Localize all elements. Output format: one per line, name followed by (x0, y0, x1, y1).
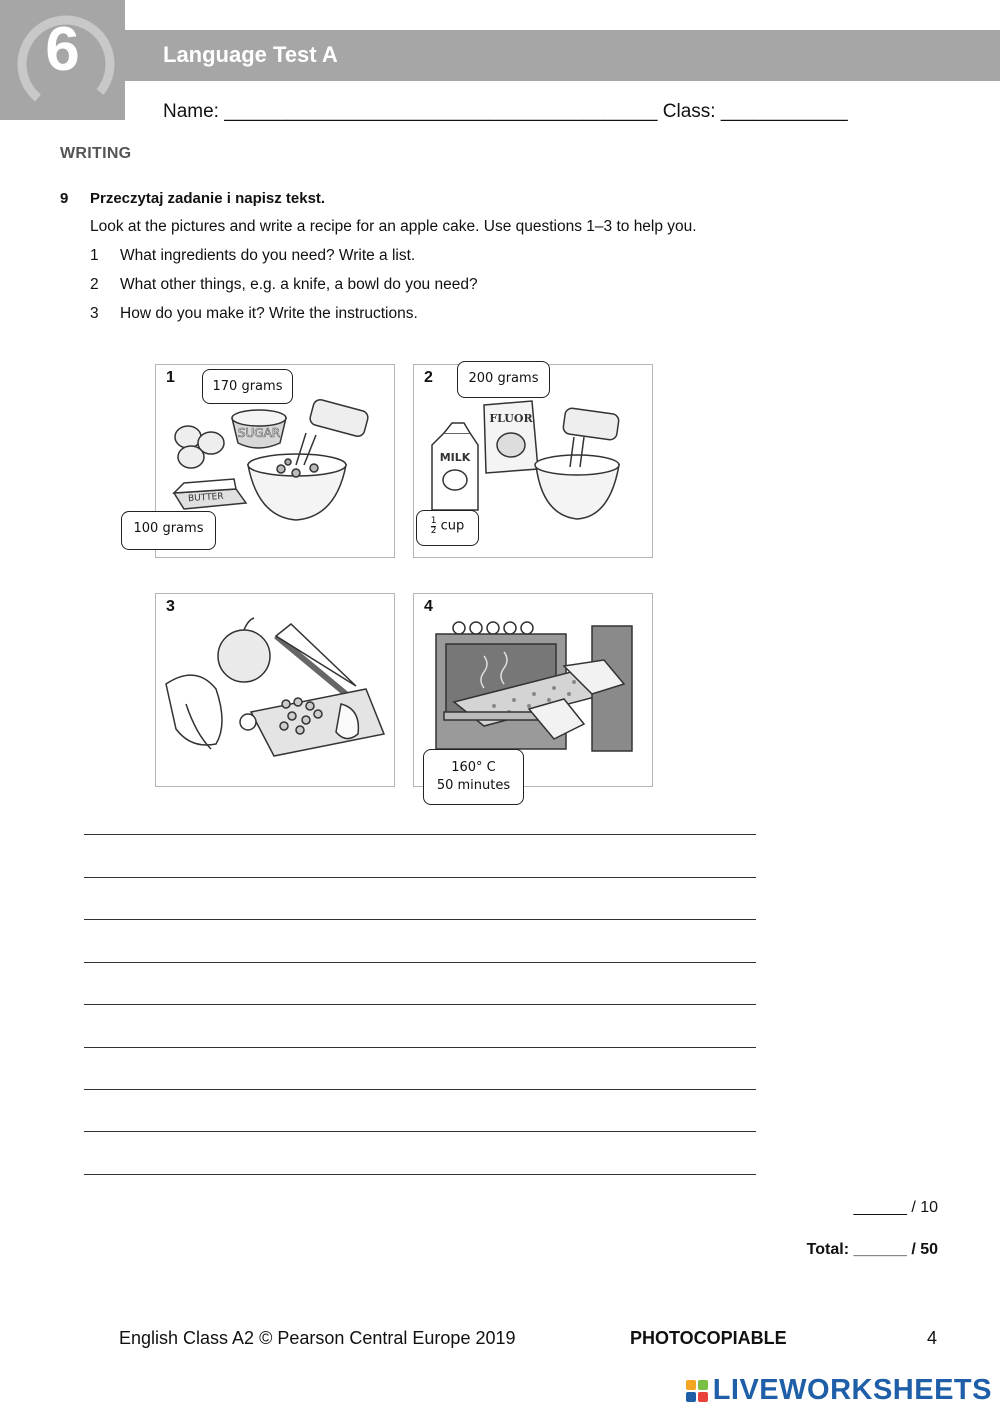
flour-amount-bubble: 200 grams (457, 361, 550, 398)
score-blank[interactable]: ______ (853, 1199, 907, 1216)
question-text: What ingredients do you need? Write a list. (120, 247, 416, 264)
task-title: Przeczytaj zadanie i napisz tekst. (90, 190, 326, 207)
sugar-label: SUGAR (237, 426, 281, 440)
picture-number: 4 (424, 598, 433, 615)
writing-line[interactable] (84, 919, 756, 920)
writing-line[interactable] (84, 877, 756, 878)
liveworksheets-icon (686, 1380, 708, 1402)
question-text: What other things, e.g. a knife, a bowl do you need? (120, 276, 478, 293)
score-max: / 10 (911, 1199, 938, 1216)
question-number: 3 (90, 305, 99, 322)
total-max: / 50 (911, 1241, 938, 1258)
writing-line[interactable] (84, 834, 756, 835)
milk-label: MILK (439, 451, 471, 464)
task-instruction: Look at the pictures and write a recipe for an apple cake. Use questions 1–3 to help you. (90, 218, 697, 235)
fraction-denominator: 2 (430, 526, 437, 536)
picture-number: 2 (424, 369, 433, 386)
chopping-apples-illustration (156, 594, 394, 786)
time-label: 50 minutes (436, 778, 511, 793)
writing-line[interactable] (84, 1174, 756, 1175)
question-number: 1 (90, 247, 99, 264)
butter-label: BUTTER (187, 491, 224, 505)
question-text: How do you make it? Write the instructions. (120, 305, 418, 322)
writing-line[interactable] (84, 1131, 756, 1132)
fraction-numerator: 1 (430, 516, 437, 526)
section-title: WRITING (60, 145, 132, 162)
task-number: 9 (60, 190, 69, 207)
oven-settings-bubble (423, 749, 524, 805)
butter-amount-bubble: 100 grams (121, 511, 216, 550)
question-number: 2 (90, 276, 99, 293)
footer-photocopiable: PHOTOCOPIABLE (630, 1328, 787, 1348)
sugar-amount-bubble: 170 grams (202, 369, 293, 404)
writing-line[interactable] (84, 1089, 756, 1090)
liveworksheets-logo[interactable] (686, 1374, 992, 1407)
page-number: 4 (927, 1328, 938, 1348)
milk-amount-bubble (416, 510, 479, 546)
picture-panel-3 (155, 593, 395, 787)
writing-line[interactable] (84, 1047, 756, 1048)
footer-copyright: English Class A2 © Pearson Central Europe 2019 (119, 1328, 516, 1348)
writing-line[interactable] (84, 962, 756, 963)
picture-number: 1 (166, 369, 175, 386)
question-item (90, 305, 418, 323)
total-blank[interactable]: ______ (853, 1241, 907, 1258)
writing-line[interactable] (84, 1004, 756, 1005)
liveworksheets-wordmark: LIVEWORKSHEETS (712, 1374, 992, 1406)
fraction-unit: cup (440, 518, 465, 534)
task-score (853, 1199, 938, 1217)
unit-number: 6 (45, 15, 80, 84)
flour-label: FLUOR (489, 412, 533, 425)
name-class-field[interactable]: Name: _________________________________________ Class: ____________ (163, 101, 848, 122)
total-label: Total: (806, 1241, 850, 1258)
fraction (431, 517, 437, 536)
question-item (90, 247, 415, 265)
total-score (807, 1241, 938, 1259)
picture-number: 3 (166, 598, 175, 615)
test-title: Language Test A (163, 42, 338, 67)
temperature-label: 160° C (451, 760, 496, 775)
question-item (90, 276, 478, 294)
